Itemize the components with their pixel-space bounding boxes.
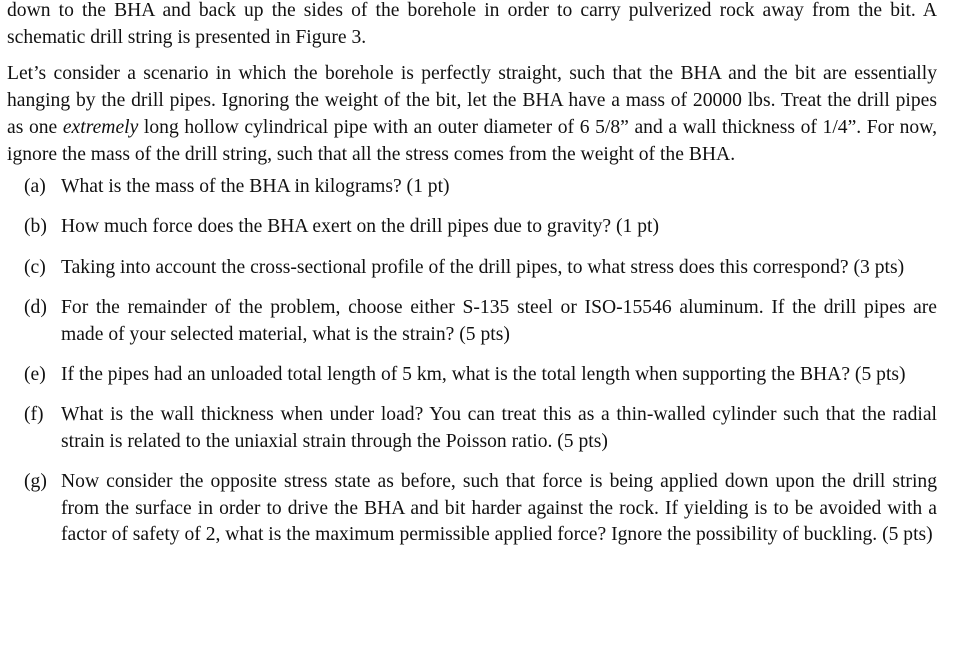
question-text: How much force does the BHA exert on the drill pipes due to gravity? (1 pt) bbox=[61, 216, 660, 238]
question-d bbox=[7, 295, 937, 348]
question-text: Now consider the opposite stress state as before, such that force is being applied down upon the drill string from the surface in order to drive the BHA and bit harder against the rock. If yielding is to be avoided with a factor of safety of 2, what is the maximum permissible applied force? Ignore the possibility of buckling. (5 pts) bbox=[61, 470, 937, 546]
question-label: (a) bbox=[24, 176, 46, 198]
question-text: If the pipes had an unloaded total length of 5 km, what is the total length when supporting the BHA? (5 pts) bbox=[61, 363, 906, 385]
intro-paragraph bbox=[7, 0, 937, 51]
question-text: What is the wall thickness when under load? You can treat this as a thin-walled cylinder such that the radial strain is related to the uniaxial strain through the Poisson ratio. (5 pts) bbox=[61, 403, 937, 452]
scenario-text-part2: long hollow cylindrical pipe with an outer diameter of 6 5/8” and a wall thickness of 1/4”. For now, ignore the mass of the drill string, such that all the stress comes from the weight of the BHA. bbox=[7, 116, 937, 165]
question-text: What is the mass of the BHA in kilograms? (1 pt) bbox=[61, 176, 450, 198]
question-c bbox=[7, 255, 937, 282]
scenario-paragraph bbox=[7, 61, 937, 168]
question-a bbox=[7, 174, 937, 201]
question-label: (f) bbox=[24, 403, 44, 425]
question-label: (b) bbox=[24, 216, 47, 238]
document-page bbox=[7, 0, 937, 562]
question-label: (e) bbox=[24, 363, 46, 385]
question-text: For the remainder of the problem, choose either S-135 steel or ISO-15546 aluminum. If the drill pipes are made of your selected material, what is the strain? (5 pts) bbox=[61, 296, 937, 345]
question-label: (c) bbox=[24, 256, 46, 278]
question-label: (d) bbox=[24, 296, 47, 318]
scenario-text-part1: Let’s consider a scenario in which the borehole is perfectly straight, such that the BHA and the bit are essentially hanging by the drill pipes. Ignoring the weight of the bit, let the BHA have a mass of 20000 lbs. Treat the drill pipes as one bbox=[7, 63, 937, 138]
intro-text: down to the BHA and back up the sides of the borehole in order to carry pulverized rock away from the bit. A schematic drill string is presented in Figure 3. bbox=[7, 0, 937, 48]
question-text: Taking into account the cross-sectional profile of the drill pipes, to what stress does this correspond? (3 pts) bbox=[61, 256, 905, 278]
question-f bbox=[7, 402, 937, 455]
question-list bbox=[7, 174, 937, 549]
question-label: (g) bbox=[24, 470, 47, 492]
scenario-emphasis: extremely bbox=[62, 116, 139, 138]
question-g bbox=[7, 469, 937, 549]
question-b bbox=[7, 214, 937, 241]
question-e bbox=[7, 362, 937, 389]
